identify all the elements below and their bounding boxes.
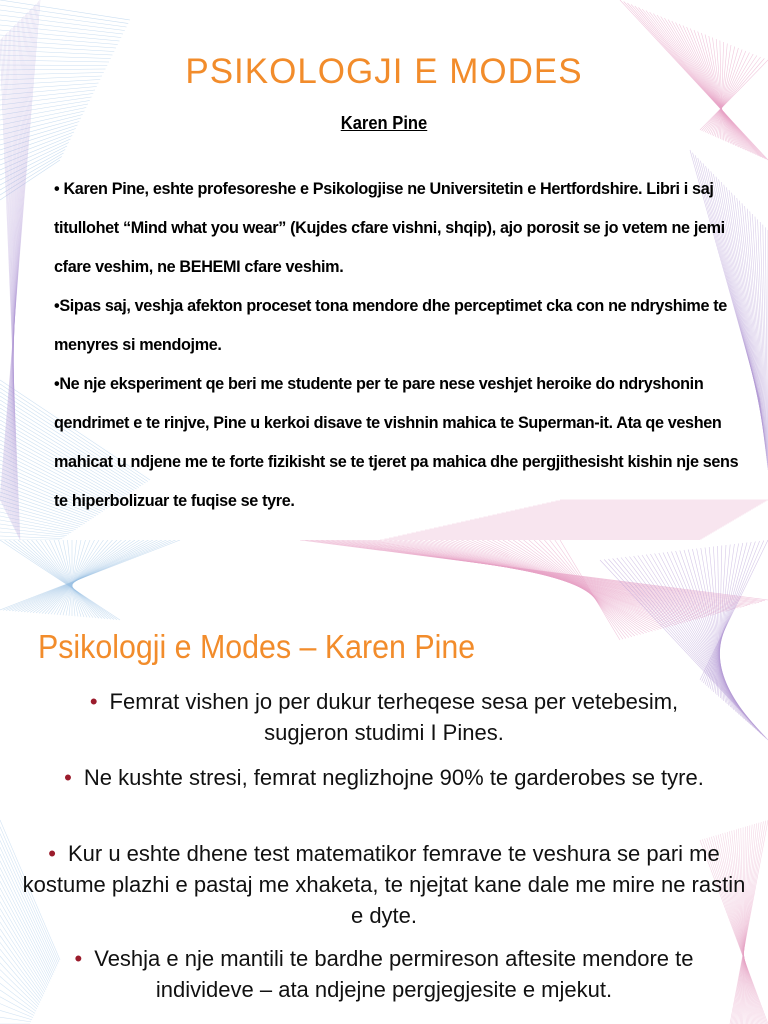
slide-2 (0, 540, 768, 1024)
paragraph-experiment: •Ne nje eksperiment qe beri me studente per te pare nese veshjet heroike do ndryshonin qendrimet e te rinjve, Pine u kerkoi disave te vishnin mahica te Superman-it. Ata qe veshen mahicat u ndjene me te forte fizikisht se te tjeret pa mahica dhe pergjithesisht kishin nje sens te hiperbolizuar te fuqise se tyre. (54, 375, 739, 510)
slide-1-title: PSIKOLOGJI E MODES (185, 52, 583, 91)
list-item (0, 762, 768, 793)
slide-2-title: Psikologji e Modes – Karen Pine (38, 628, 476, 665)
list-item (0, 943, 768, 1005)
paragraph-effect: •Sipas saj, veshja afekton proceset tona mendore dhe perceptimet cka con ne ndryshime te menyres si mendojme. (54, 297, 727, 354)
paragraph-intro: • Karen Pine, eshte profesoreshe e Psikologjise ne Universitetin e Hertfordshire. Libri i saj titullohet “Mind what you wear” (Kujdes cfare vishni, shqip), ajo porosit se jo vetem ne jemi cfare veshim, ne BEHEMI cfare veshim. (54, 180, 725, 276)
list-item (0, 686, 768, 748)
list-item (0, 838, 768, 931)
bullet-text: Femrat vishen jo per dukur terheqese sesa per vetebesim, sugjeron studimi I Pines. (109, 689, 679, 745)
bullet-icon: • (64, 765, 72, 790)
bullet-text: Kur u eshte dhene test matematikor femrave te veshura se pari me kostume plazhi e pastaj me xhaketa, te njejtat kane dale me mire ne rastin e dyte. (22, 841, 746, 928)
bullet-icon: • (48, 841, 56, 866)
bullet-text: Ne kushte stresi, femrat neglizhojne 90% te garderobes se tyre. (83, 765, 704, 790)
slide-1-body (54, 170, 744, 521)
slide-1-author: Karen Pine (340, 113, 428, 133)
bullet-text: Veshja e nje mantili te bardhe permireson aftesite mendore te individeve – ata ndjejne pergjegjesite e mjekut. (94, 946, 694, 1002)
bullet-icon: • (89, 689, 98, 714)
bullet-icon: • (74, 946, 83, 971)
